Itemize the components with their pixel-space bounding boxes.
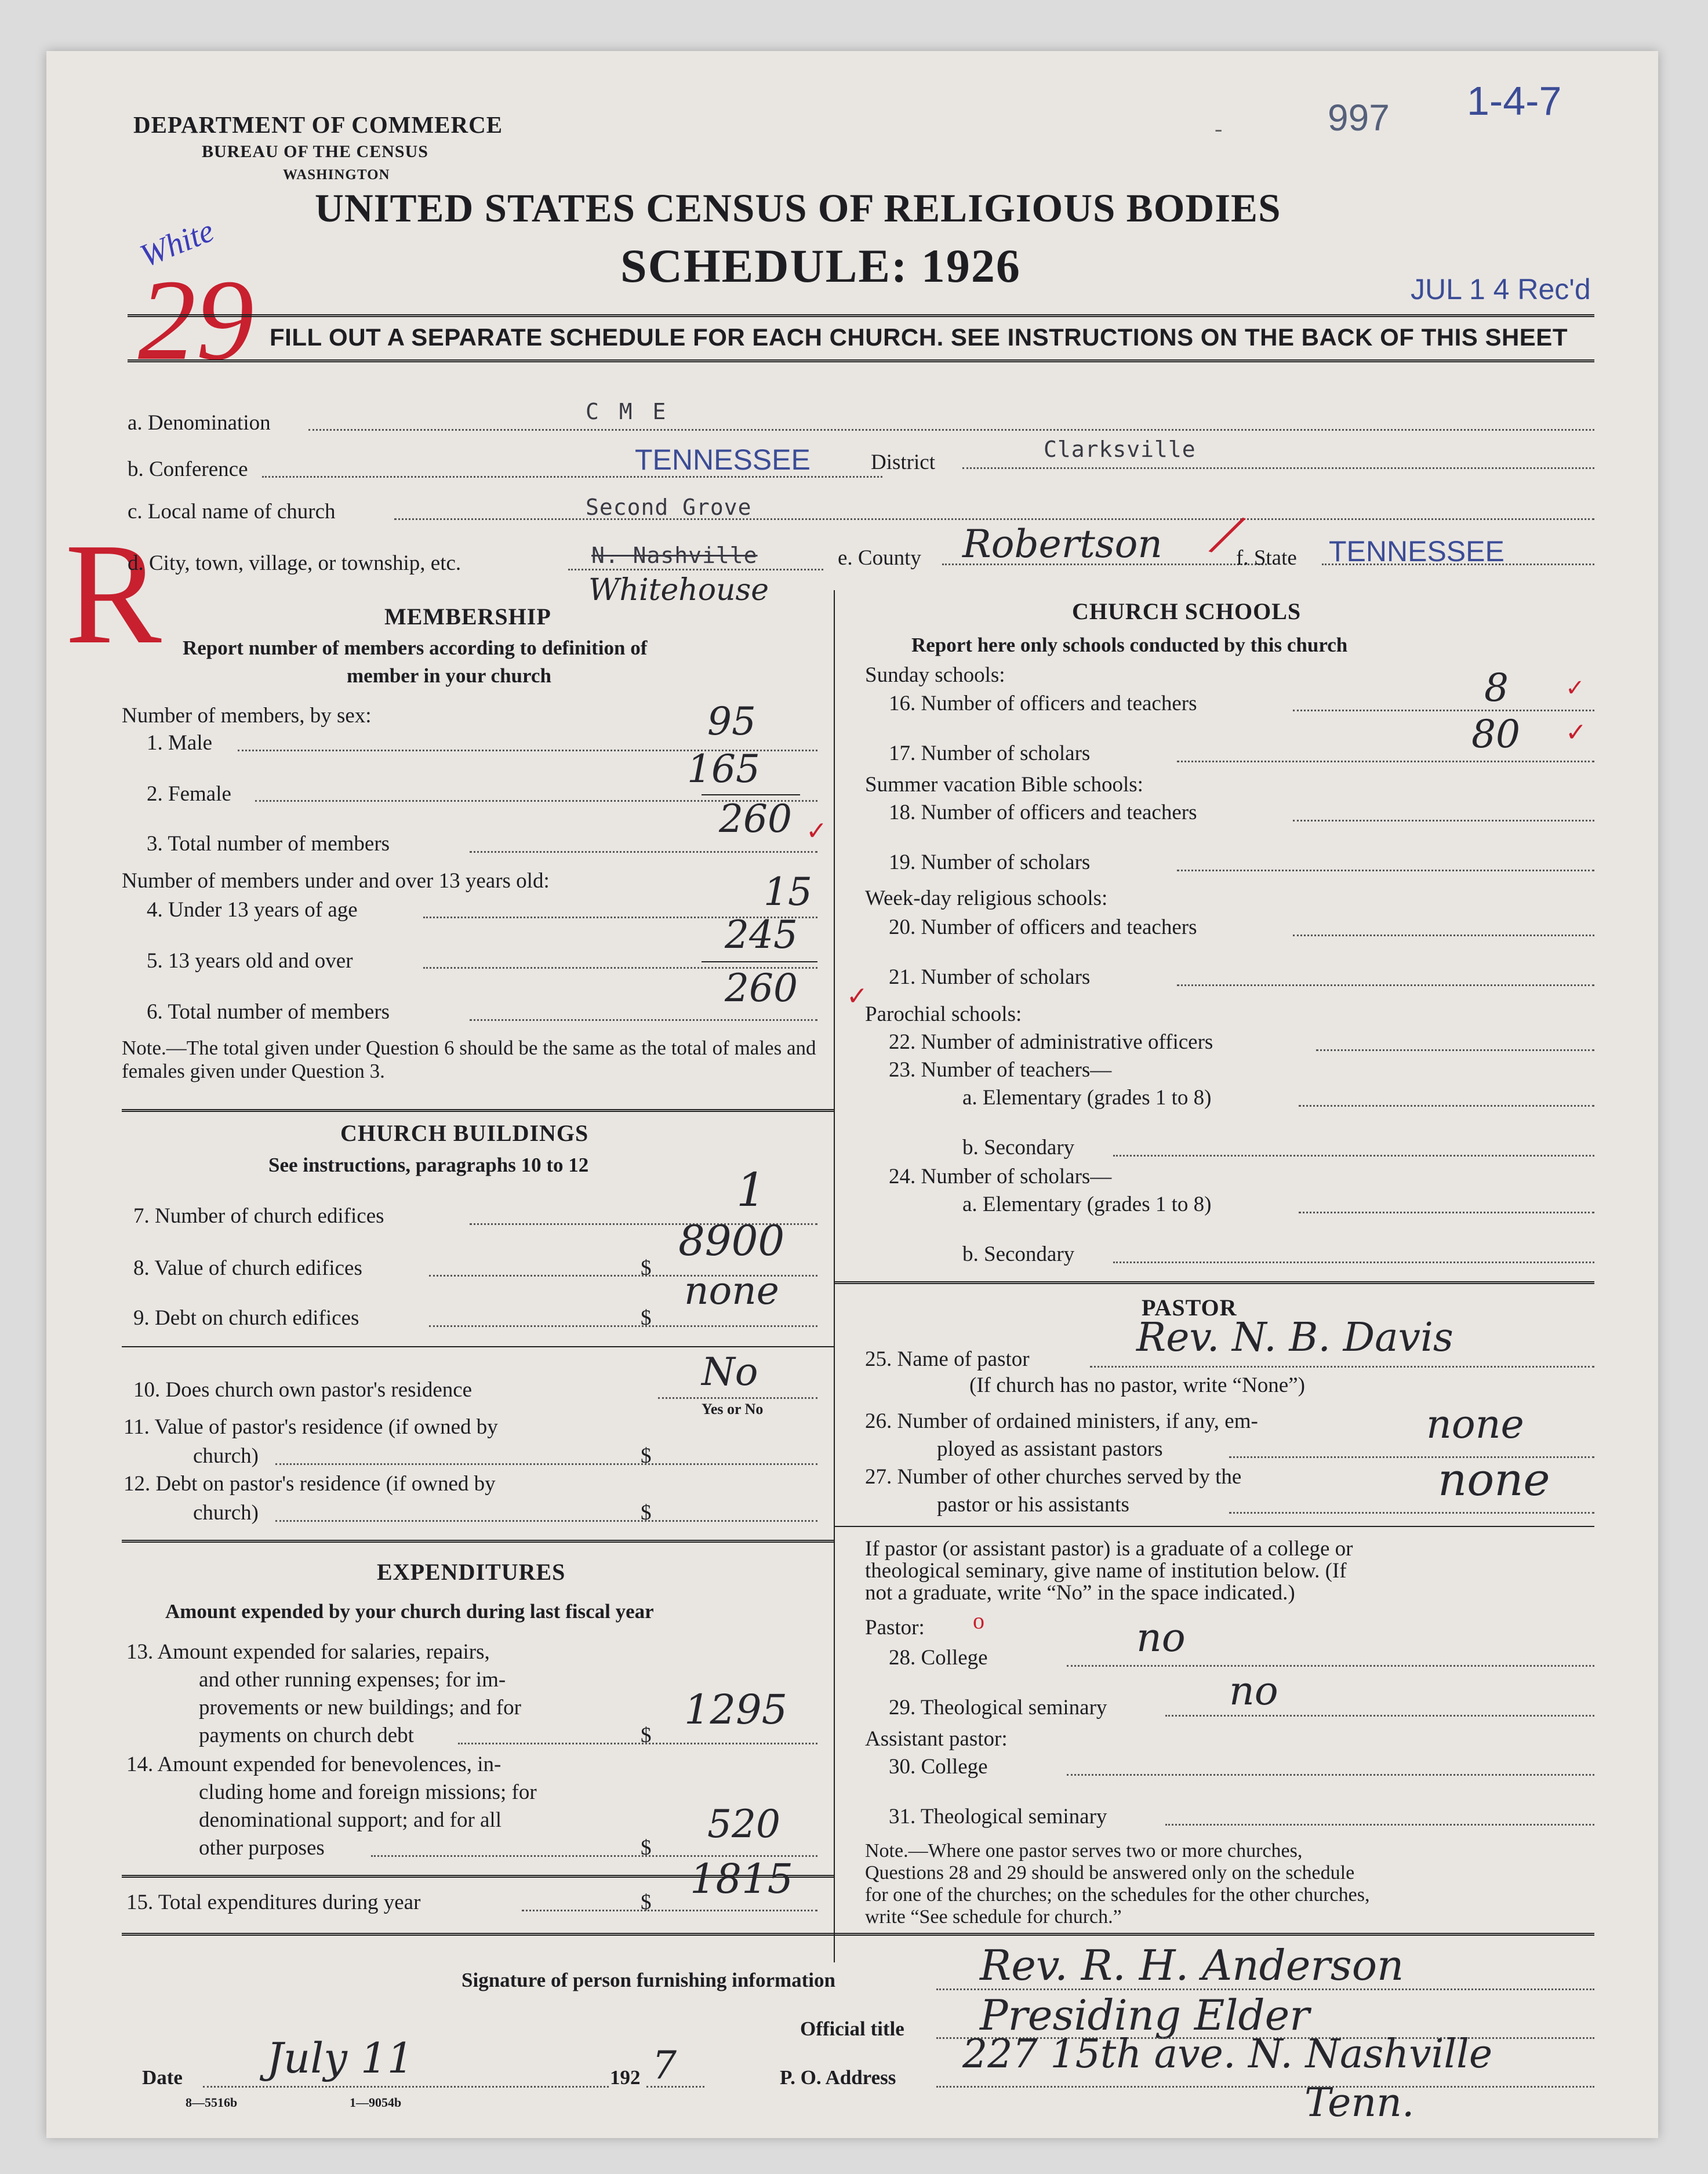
q28-label: 28. College	[889, 1646, 988, 1670]
q14-dollar: $	[641, 1836, 652, 1860]
membership-bottom-rule	[122, 1109, 834, 1112]
address-value: 227 15th ave. N. Nashville	[962, 2031, 1493, 2077]
q12-dollar: $	[641, 1501, 652, 1525]
q27-value: none	[1438, 1454, 1550, 1506]
q23-label: 23. Number of teachers—	[889, 1058, 1112, 1082]
date-label: Date	[142, 2066, 183, 2089]
q13-value: 1295	[684, 1686, 788, 1733]
pastor-red-mark: o	[973, 1608, 984, 1634]
q13-line-2: and other running expenses; for im-	[199, 1668, 506, 1692]
sunday-schools-label: Sunday schools:	[865, 663, 1005, 687]
graduate-instructions-3: not a graduate, write “No” in the space indicated.)	[865, 1581, 1295, 1605]
q14-line-3: denominational support; and for all	[199, 1808, 502, 1832]
q1-label: 1. Male	[147, 731, 213, 755]
department-heading: DEPARTMENT OF COMMERCE	[133, 111, 503, 138]
print-number: 1—9054b	[350, 2095, 402, 2110]
city-label: d. City, town, village, or township, etc.	[128, 551, 461, 575]
buildings-heading: CHURCH BUILDINGS	[340, 1120, 589, 1146]
q17-label: 17. Number of scholars	[889, 741, 1091, 765]
q3-label: 3. Total number of members	[147, 832, 390, 856]
schools-intro: Report here only schools conducted by this church	[911, 634, 1348, 656]
q27-line-1: 27. Number of other churches served by the	[865, 1465, 1242, 1489]
pastor-note-1: Note.—Where one pastor serves two or more churches,	[865, 1840, 1303, 1862]
local-name-value: Second Grove	[586, 495, 752, 520]
census-schedule-sheet	[46, 51, 1658, 2138]
q29-label: 29. Theological seminary	[889, 1696, 1107, 1719]
q17-value: 80	[1471, 712, 1520, 757]
buildings-subheading: See instructions, paragraphs 10 to 12	[268, 1154, 589, 1176]
q15-label: 15. Total expenditures during year	[126, 1891, 421, 1914]
q21-line	[1177, 984, 1594, 986]
membership-heading: MEMBERSHIP	[384, 604, 551, 630]
q14-line-4: other purposes	[199, 1836, 325, 1860]
q21-label: 21. Number of scholars	[889, 965, 1091, 989]
q6-label: 6. Total number of members	[147, 1000, 390, 1024]
received-stamp: JUL 1 4 Rec'd	[1411, 273, 1591, 306]
q11-label-1: 11. Value of pastor's residence (if owned by	[123, 1415, 498, 1439]
parochial-schools-label: Parochial schools:	[865, 1002, 1022, 1026]
q13-line-1: 13. Amount expended for salaries, repairs,	[126, 1640, 490, 1664]
buildings-mid-rule	[122, 1346, 834, 1347]
graduate-instructions-2: theological seminary, give name of institution below. (If	[865, 1559, 1347, 1583]
pastor-heading: PASTOR	[1142, 1295, 1237, 1321]
q27-line-2: pastor or his assistants	[937, 1493, 1129, 1517]
conference-value: TENNESSEE	[635, 443, 811, 476]
race-mark: White	[135, 212, 219, 275]
q9-label: 9. Debt on church edifices	[133, 1306, 359, 1330]
q23b-line	[1113, 1155, 1594, 1157]
expenditures-heading: EXPENDITURES	[377, 1559, 566, 1585]
by-age-label: Number of members under and over 13 years old:	[122, 869, 550, 893]
state-line	[1322, 564, 1594, 565]
bar-top-rule	[128, 314, 1594, 317]
pastor-note-2: Questions 28 and 29 should be answered only on the schedule	[865, 1862, 1355, 1884]
pastor-subsection-label: Pastor:	[865, 1616, 925, 1639]
year-prefix: 192	[610, 2066, 641, 2089]
red-letter-r: R	[65, 514, 162, 674]
official-title-value: Presiding Elder	[980, 1991, 1310, 2040]
q24a-label: a. Elementary (grades 1 to 8)	[962, 1193, 1212, 1216]
q10-line	[658, 1397, 817, 1399]
q20-label: 20. Number of officers and teachers	[889, 915, 1197, 939]
local-name-label: c. Local name of church	[128, 500, 336, 523]
address-line	[936, 2086, 1594, 2088]
county-line	[942, 564, 1267, 565]
q8-dollar: $	[641, 1256, 652, 1280]
city-value-struck: N. Nashville	[591, 543, 758, 568]
q10-value: No	[702, 1350, 758, 1394]
q25-value: Rev. N. B. Davis	[1136, 1315, 1453, 1361]
graduate-instructions-1: If pastor (or assistant pastor) is a graduate of a college or	[865, 1537, 1353, 1561]
q2-underline	[702, 794, 800, 795]
q13-line	[458, 1743, 817, 1744]
denomination-label: a. Denomination	[128, 411, 271, 435]
vacation-schools-label: Summer vacation Bible schools:	[865, 773, 1143, 797]
q22-line	[1316, 1049, 1594, 1051]
schools-bottom-rule	[834, 1281, 1594, 1284]
q15-dollar: $	[641, 1891, 652, 1914]
file-number: 1-4-7	[1467, 78, 1562, 123]
q5-underline	[702, 961, 817, 962]
q3-value: 260	[719, 797, 792, 841]
q9-value: none	[684, 1268, 779, 1313]
pastor-note-4: write “See schedule for church.”	[865, 1906, 1122, 1928]
pastor-note-3: for one of the churches; on the schedules for the other churches,	[865, 1884, 1370, 1906]
address-label: P. O. Address	[780, 2066, 896, 2089]
city-heading: WASHINGTON	[283, 167, 390, 183]
q4-value: 15	[764, 870, 812, 914]
q26-line-1: 26. Number of ordained ministers, if any, em-	[865, 1409, 1258, 1433]
q28-line	[1067, 1665, 1594, 1667]
q4-label: 4. Under 13 years of age	[147, 898, 358, 922]
q5-value: 245	[725, 913, 798, 957]
q23a-line	[1299, 1105, 1594, 1107]
state-value: TENNESSEE	[1329, 535, 1505, 568]
denomination-value: C M E	[586, 399, 670, 424]
q25-label: 25. Name of pastor	[865, 1347, 1030, 1371]
q30-line	[1067, 1774, 1594, 1776]
q14-value: 520	[707, 1802, 780, 1846]
q16-line	[1293, 710, 1594, 711]
q15-value: 1815	[690, 1855, 794, 1903]
conference-label: b. Conference	[128, 457, 248, 481]
year-line	[646, 2086, 704, 2088]
q9-line	[429, 1325, 817, 1327]
date-value: July 11	[267, 2034, 414, 2082]
bar-bottom-rule	[128, 359, 1594, 362]
q23a-label: a. Elementary (grades 1 to 8)	[962, 1086, 1212, 1110]
q17-line	[1177, 761, 1594, 762]
q29-line	[1165, 1715, 1594, 1717]
year-value: 7	[652, 2043, 677, 2088]
q24b-line	[1113, 1261, 1594, 1263]
q7-label: 7. Number of church edifices	[133, 1204, 384, 1228]
membership-intro-2: member in your church	[347, 664, 551, 687]
q31-label: 31. Theological seminary	[889, 1805, 1107, 1828]
q27-line	[1229, 1512, 1594, 1514]
schedule-year: SCHEDULE: 1926	[620, 239, 1021, 292]
form-title: UNITED STATES CENSUS OF RELIGIOUS BODIES	[315, 186, 1281, 230]
buildings-bottom-rule	[122, 1540, 834, 1543]
bureau-heading: BUREAU OF THE CENSUS	[202, 142, 428, 161]
q25-hint: (If church has no pastor, write “None”)	[969, 1373, 1305, 1397]
q16-check-mark: ✓	[1565, 675, 1585, 701]
city-line	[568, 569, 823, 570]
signature-label: Signature of person furnishing information	[461, 1969, 835, 1991]
by-sex-label: Number of members, by sex:	[122, 704, 372, 728]
q14-line-1: 14. Amount expended for benevolences, in-	[126, 1753, 502, 1776]
red-number-29: 29	[138, 256, 254, 384]
q30-label: 30. College	[889, 1755, 988, 1779]
q18-line	[1293, 820, 1594, 821]
pastor-mid-rule	[834, 1526, 1594, 1527]
city-value-handwritten: Whitehouse	[588, 573, 769, 608]
q24-label: 24. Number of scholars—	[889, 1165, 1112, 1188]
q13-line-3: provements or new buildings; and for	[199, 1696, 521, 1719]
q25-line	[1090, 1366, 1594, 1368]
q2-label: 2. Female	[147, 782, 231, 806]
schools-heading: CHURCH SCHOOLS	[1072, 598, 1302, 624]
signature-value: Rev. R. H. Anderson	[980, 1941, 1404, 1990]
form-number: 8—5516b	[186, 2095, 238, 2110]
q2-value: 165	[687, 747, 760, 791]
q6-line	[470, 1019, 817, 1021]
q11-label-2: church)	[193, 1444, 259, 1468]
margin-dash: -	[1215, 115, 1223, 141]
q8-value: 8900	[678, 1216, 785, 1265]
district-value: Clarksville	[1044, 437, 1196, 462]
weekday-schools-label: Week-day religious schools:	[865, 886, 1108, 910]
q1-value: 95	[707, 699, 756, 744]
q20-line	[1293, 935, 1594, 936]
q12-label-2: church)	[193, 1501, 259, 1525]
q8-label: 8. Value of church edifices	[133, 1256, 362, 1280]
q6-value: 260	[725, 966, 798, 1010]
column-divider	[834, 590, 835, 1962]
county-value: Robertson	[962, 522, 1162, 566]
q10-hint: Yes or No	[702, 1401, 764, 1417]
date-line	[203, 2086, 609, 2088]
q16-label: 16. Number of officers and teachers	[889, 692, 1197, 715]
district-label: District	[871, 450, 935, 474]
membership-intro-1: Report number of members according to definition of	[183, 637, 648, 659]
county-label: e. County	[838, 546, 921, 570]
q18-label: 18. Number of officers and teachers	[889, 801, 1197, 824]
q16-value: 8	[1484, 666, 1509, 710]
q9-dollar: $	[641, 1306, 652, 1330]
q24a-line	[1299, 1212, 1594, 1213]
q5-label: 5. 13 years old and over	[147, 949, 353, 973]
q11-line	[275, 1463, 817, 1465]
q3-line	[470, 851, 817, 853]
q22-label: 22. Number of administrative officers	[889, 1030, 1213, 1054]
district-line	[962, 467, 1594, 469]
q19-line	[1177, 870, 1594, 871]
conference-line	[262, 476, 882, 478]
serial-number: 997	[1328, 97, 1390, 139]
county-check-mark: /	[1207, 497, 1246, 570]
expenditures-subheading: Amount expended by your church during last fiscal year	[165, 1600, 654, 1623]
q14-line-2: cluding home and foreign missions; for	[199, 1780, 537, 1804]
q10-label: 10. Does church own pastor's residence	[133, 1378, 473, 1402]
q12-label-1: 12. Debt on pastor's residence (if owned by	[123, 1472, 496, 1496]
signature-line	[936, 1988, 1594, 1990]
state-label: f. State	[1236, 546, 1297, 570]
q3-check-mark: ✓	[806, 817, 827, 845]
denomination-line	[308, 429, 1594, 431]
q15-line	[522, 1910, 817, 1911]
q12-line	[275, 1520, 817, 1522]
q13-line-4: payments on church debt	[199, 1724, 414, 1747]
q26-value: none	[1426, 1402, 1524, 1448]
local-name-line	[394, 518, 1594, 520]
instruction-bar: FILL OUT A SEPARATE SCHEDULE FOR EACH CHURCH. SEE INSTRUCTIONS ON THE BACK OF THIS SHEET	[270, 323, 1568, 351]
membership-note: Note.—The total given under Question 6 should be the same as the total of males and females given under Question 3.	[122, 1037, 816, 1082]
q6-check-mark: ✓	[846, 982, 868, 1010]
q29-value: no	[1229, 1668, 1278, 1714]
q24b-label: b. Secondary	[962, 1242, 1075, 1266]
q19-label: 19. Number of scholars	[889, 850, 1091, 874]
q11-dollar: $	[641, 1444, 652, 1468]
address-value-line-2: Tenn.	[1304, 2080, 1415, 2126]
q26-line-2: ployed as assistant pastors	[937, 1437, 1163, 1461]
q28-value: no	[1136, 1615, 1186, 1661]
official-title-label: Official title	[800, 2017, 904, 2040]
q17-check-mark: ✓	[1565, 718, 1587, 747]
q13-dollar: $	[641, 1724, 652, 1747]
q23b-label: b. Secondary	[962, 1136, 1075, 1159]
q7-value: 1	[736, 1163, 766, 1217]
signature-top-rule	[122, 1933, 1594, 1936]
q31-line	[1165, 1824, 1594, 1826]
assistant-subsection-label: Assistant pastor:	[865, 1727, 1008, 1751]
